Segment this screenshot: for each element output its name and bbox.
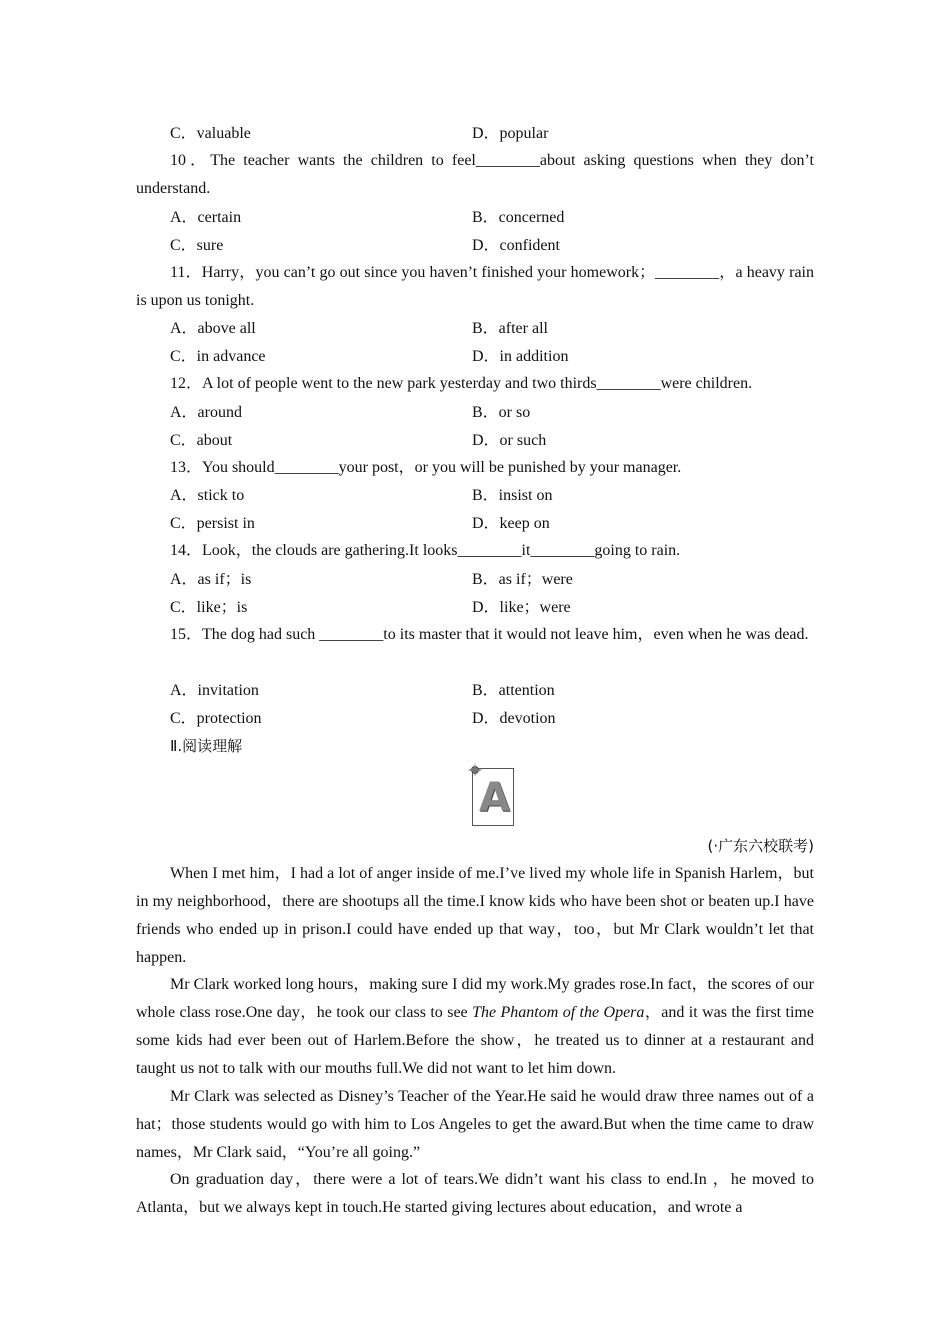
q10	[136, 147, 814, 203]
q11-option-c: C．in advance	[170, 348, 266, 365]
q10-stem: 10．The teacher wants the children to feel________about asking questions when they don’t understand.	[136, 152, 814, 197]
q15-option-b: B．attention	[472, 682, 555, 699]
q14-option-a: A．as if；is	[170, 571, 252, 588]
q13-option-a: A．stick to	[170, 487, 245, 504]
q11	[136, 259, 814, 315]
q11-option-a: A．above all	[170, 320, 256, 337]
q15-stem: 15．The dog had such ________to its master that it would not leave him，even when he was dead.	[170, 626, 809, 643]
q10-option-b: B．concerned	[472, 209, 565, 226]
passage-source: (·广东六校联考)	[707, 837, 814, 855]
q9-option-c: C．valuable	[170, 125, 251, 142]
passage-paragraph-2-after: ，and it was the first time some kids had ever been out of Harlem.Before the show，he treated us to dinner at a restaurant and taught us not to talk with our mouths full.We did not want to let him down.	[136, 1004, 814, 1077]
q14	[136, 537, 814, 565]
q13-option-b: B．insist on	[472, 487, 553, 504]
q15-option-a: A．invitation	[170, 682, 259, 699]
q13-option-c: C．persist in	[170, 515, 255, 532]
passage-paragraph-2	[136, 971, 814, 1083]
q10-option-a: A．certain	[170, 209, 242, 226]
q12-option-c: C．about	[170, 432, 233, 449]
q12-option-b: B．or so	[472, 404, 531, 421]
q15-option-d: D．devotion	[472, 710, 556, 727]
passage-label-badge	[472, 768, 514, 826]
passage-paragraph-4: On graduation day，there were a lot of tears.We didn’t want his class to end.In ，he moved to Atlanta，but we always kept in touch.He started giving lectures about education，and wrote a	[136, 1171, 814, 1216]
q14-option-c: C．like；is	[170, 599, 248, 616]
passage-paragraph-3: Mr Clark was selected as Disney’s Teacher of the Year.He said he would draw three names out of a hat；those students would go with him to Los Angeles to get the award.But when the time came to draw names，Mr Clark said，“You’re all going.”	[136, 1088, 814, 1161]
section-title: Ⅱ.阅读理解	[170, 737, 243, 755]
passage-play-title: The Phantom of the Opera	[472, 1004, 645, 1021]
q12-option-a: A．around	[170, 404, 242, 421]
q15-option-c: C．protection	[170, 710, 262, 727]
q10-option-c: C．sure	[170, 237, 224, 254]
q10-option-d: D．confident	[472, 237, 560, 254]
passage-paragraph-2-before: Mr Clark worked long hours，making sure I did my work.My grades rose.In fact，the scores of our whole class rose.One day，he took our class to see	[136, 976, 815, 1021]
q12-option-d: D．or such	[472, 432, 547, 449]
passage-label: A	[479, 775, 510, 821]
q13-option-d: D．keep on	[472, 515, 550, 532]
q15	[136, 621, 814, 649]
q13-stem: 13．You should________your post，or you will be punished by your manager.	[170, 459, 682, 476]
q13	[136, 454, 814, 482]
passage-paragraph-1: When I met him，I had a lot of anger inside of me.I’ve lived my whole life in Spanish Harlem，but in my neighborhood，there are shootups all the time.I know kids who have been shot or beaten up.I have friends who ended up in prison.I could have ended up that way，too，but Mr Clark wouldn’t let that happen.	[136, 865, 814, 966]
q11-option-b: B．after all	[472, 320, 548, 337]
q14-option-b: B．as if；were	[472, 571, 573, 588]
q12	[136, 370, 814, 398]
q14-stem: 14．Look，the clouds are gathering.It looks________it________going to rain.	[170, 542, 681, 559]
q14-option-d: D．like；were	[472, 599, 571, 616]
q11-stem: 11．Harry，you can’t go out since you haven’t finished your homework；________，a heavy rain is upon us tonight.	[136, 264, 814, 309]
q9-option-d: D．popular	[472, 125, 549, 142]
q11-option-d: D．in addition	[472, 348, 569, 365]
q12-stem: 12．A lot of people went to the new park yesterday and two thirds________were children.	[170, 375, 753, 392]
